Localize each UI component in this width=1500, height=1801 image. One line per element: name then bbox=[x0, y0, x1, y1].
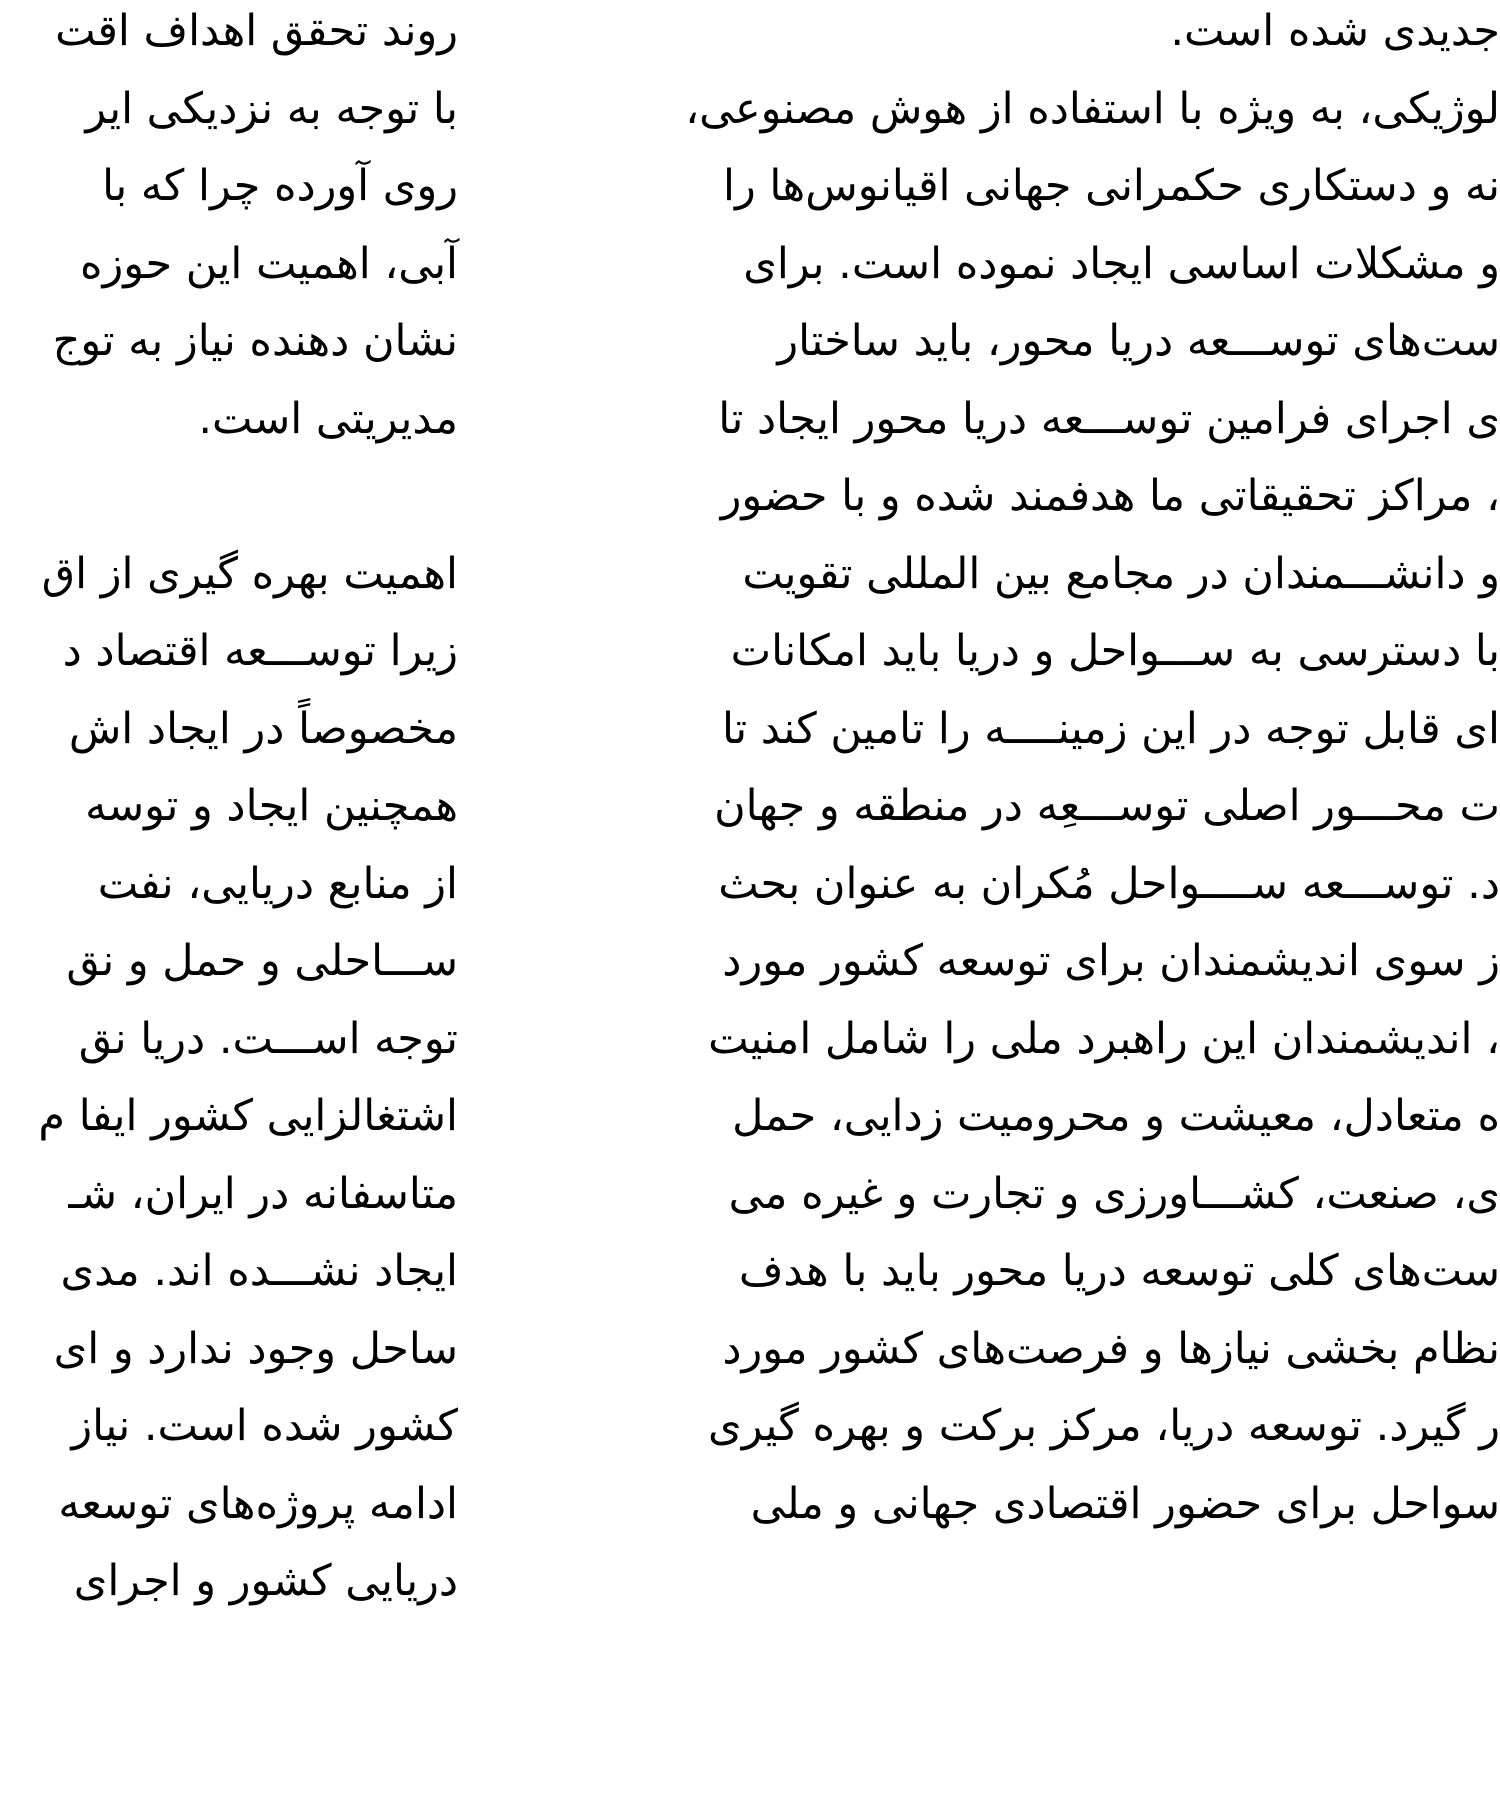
text-line: مخصوصاً در ایجاد اش bbox=[68, 704, 458, 754]
text-line: روند تحقق اهداف اقت bbox=[55, 6, 458, 56]
text-line: همچنین ایجاد و توسه bbox=[85, 781, 458, 831]
text-line: ی، صنعت، کشـــاورزی و تجارت و غیره می bbox=[728, 1169, 1500, 1219]
text-line: ت محـــور اصلی توســـعِه در منطقه و جهان bbox=[714, 781, 1500, 831]
text-line: ه متعادل، معیشت و محرومیت زدایی، حمل bbox=[732, 1091, 1500, 1141]
text-line: ، اندیشمندان این راهبرد ملی را شامل امنیت bbox=[708, 1014, 1500, 1064]
text-line: مدیریتی است. bbox=[198, 394, 458, 444]
text-line: با توجه به نزدیکی ایر bbox=[85, 84, 458, 134]
text-line: نه و دستکاری حکمرانی جهانی اقیانوس‌ها را bbox=[723, 161, 1500, 211]
text-line: متاسفانه در ایران، شـ bbox=[68, 1169, 458, 1219]
text-line: د. توســـعه ســــواحل مُکران به عنوان بحث bbox=[718, 859, 1500, 909]
text-line: لوژیکی، به ویژه با استفاده از هوش مصنوعی، bbox=[685, 84, 1500, 134]
text-line: اشتغالزایی کشور ایفا م bbox=[38, 1091, 458, 1141]
text-line: از منابع دریایی، نفت bbox=[97, 859, 458, 909]
text-line: ز سوی اندیشمندان برای توسعه کشور مورد bbox=[722, 936, 1500, 986]
text-line: و دانشـــمندان در مجامع بین المللی تقویت bbox=[742, 549, 1500, 599]
text-line: توجه اســـت. دریا نق bbox=[78, 1014, 458, 1064]
text-line: و مشکلات اساسی ایجاد نموده است. برای bbox=[743, 239, 1500, 289]
text-line: نشان دهنده نیاز به توج bbox=[52, 316, 458, 366]
text-line: آبی، اهمیت این حوزه bbox=[79, 239, 458, 289]
text-line: ر گیرد. توسعه دریا، مرکز برکت و بهره گیری bbox=[708, 1401, 1500, 1451]
text-line: ست‌های کلی توسعه دریا محور باید با هدف bbox=[738, 1246, 1500, 1296]
text-line: دریایی کشور و اجرای bbox=[73, 1556, 458, 1606]
text-line: ست‌های توســـعه دریا محور، باید ساختار bbox=[777, 316, 1500, 366]
text-line: کشور شده است. نیاز bbox=[71, 1401, 458, 1451]
text-line: ای قابل توجه در این زمینــــه را تامین کند تا bbox=[722, 704, 1500, 754]
text-line: ســـاحلی و حمل و نق bbox=[66, 936, 458, 986]
text-line: روی آورده چرا که با bbox=[102, 161, 458, 211]
text-line: با دسترسی به ســـواحل و دریا باید امکانات bbox=[730, 626, 1500, 676]
text-line: نظام بخشی نیازها و فرصت‌های کشور مورد bbox=[722, 1324, 1500, 1374]
text-line: سواحل برای حضور اقتصادی جهانی و ملی bbox=[750, 1479, 1500, 1529]
text-line: جدیدی شده است. bbox=[1170, 6, 1500, 56]
text-line: اهمیت بهره گیری از اق bbox=[41, 549, 458, 599]
text-line: ی اجرای فرامین توســـعه دریا محور ایجاد تا bbox=[718, 394, 1500, 444]
text-line: ساحل وجود ندارد و ای bbox=[53, 1324, 458, 1374]
text-line: زیرا توســـعه اقتصاد د bbox=[62, 626, 458, 676]
text-line: ادامه پروژه‌های توسعه bbox=[58, 1479, 458, 1529]
text-line: ایجاد نشـــده اند. مدی bbox=[60, 1246, 458, 1296]
text-line: ، مراکز تحقیقاتی ما هدفمند شده و با حضور bbox=[720, 471, 1500, 521]
